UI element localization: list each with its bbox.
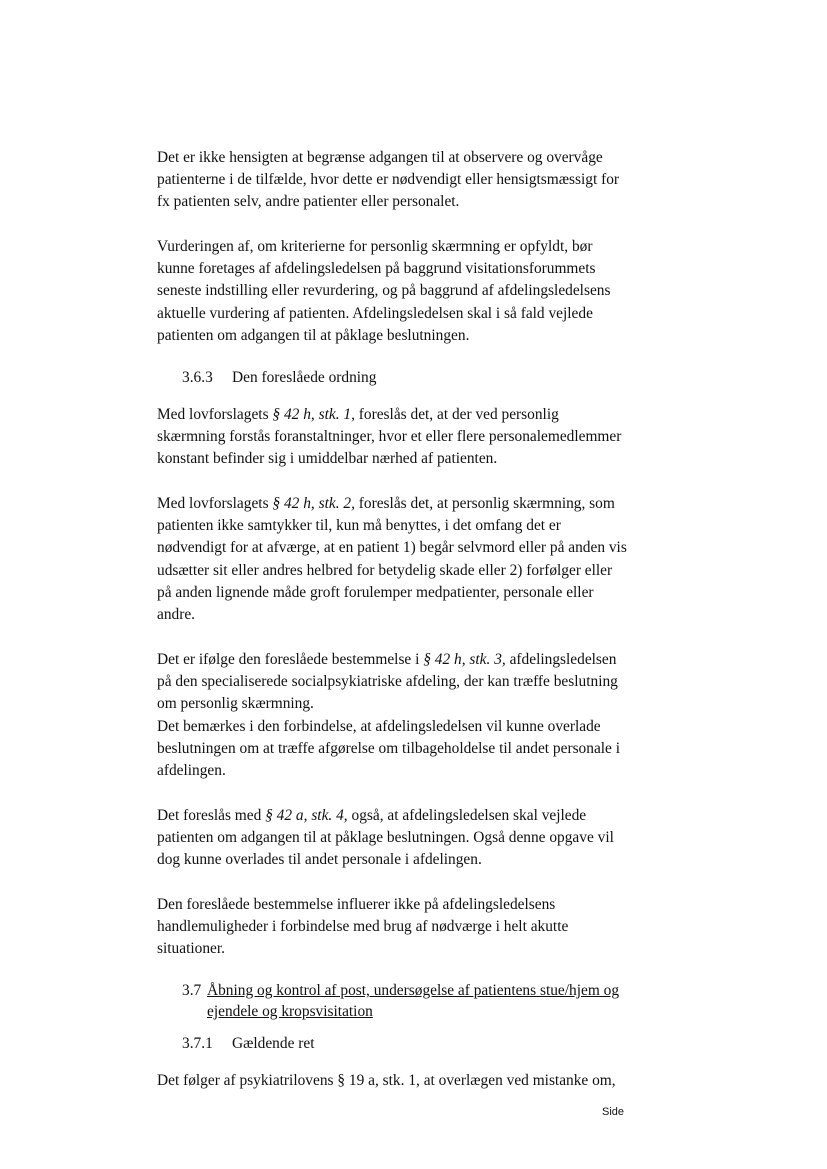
text-run: afdelingsledelsen <box>505 651 617 668</box>
paragraph-7 <box>157 894 677 961</box>
section-number: 3.7 <box>182 982 202 999</box>
text-line: Det er ikke hensigten at begrænse adgangen til at observere og overvåge <box>157 149 603 166</box>
text-line: om personlig skærmning. <box>157 695 314 713</box>
law-reference: § 42 h, stk. 1, <box>272 406 355 423</box>
text-line: beslutningen om at træffe afgørelse om tilbageholdelse til andet personale i <box>157 739 621 757</box>
text-line: patienten om adgangen til at påklage beslutningen. Også denne opgave vil <box>157 829 614 847</box>
text-line: Den foreslåede bestemmelse influerer ikke på afdelingsledelsens <box>157 896 556 913</box>
section-heading-3-6-3 <box>182 367 376 388</box>
text-line <box>157 649 677 671</box>
law-reference: § 42 h, stk. 2, <box>272 495 355 512</box>
text-line: nødvendigt for at afværge, at en patient 1) begår selvmord eller på anden vis <box>157 539 627 557</box>
text-line: kunne foretages af afdelingsledelsen på baggrund visitationsforummets <box>157 260 596 278</box>
text-line: seneste indstilling eller revurdering, og på baggrund af afdelingsledelsens <box>157 282 611 300</box>
text-run: foreslås det, at der ved personlig <box>354 406 559 423</box>
section-title: Åbning og kontrol af post, undersøgelse af patientens stue/hjem og <box>207 982 620 999</box>
page-footer-label: Side <box>602 1106 625 1118</box>
paragraph-5 <box>157 649 677 782</box>
text-run: Det foreslås med <box>157 807 266 824</box>
paragraph-1 <box>157 147 677 214</box>
text-line <box>157 805 677 827</box>
text-line: på den specialiserede socialpsykiatriske afdeling, der kan træffe beslutning <box>157 673 618 691</box>
text-line: konstant befinder sig i umiddelbar nærhed af patienten. <box>157 450 498 468</box>
text-line <box>157 493 677 515</box>
text-line: skærmning forstås foranstaltninger, hvor et eller flere personalemedlemmer <box>157 428 622 446</box>
paragraph-3 <box>157 404 677 471</box>
law-reference: § 42 h, stk. 3, <box>423 651 506 668</box>
paragraph-8 <box>157 1070 677 1092</box>
section-number: 3.7.1 <box>182 1035 213 1052</box>
text-line <box>157 404 677 426</box>
text-run: Med lovforslagets <box>157 495 273 512</box>
section-heading-3-7-1 <box>182 1033 314 1054</box>
text-line: Det følger af psykiatrilovens § 19 a, stk. 1, at overlægen ved mistanke om, <box>157 1072 616 1089</box>
text-run: Med lovforslagets <box>157 406 273 423</box>
text-line: afdelingen. <box>157 762 226 780</box>
text-line: aktuelle vurdering af patienten. Afdelingsledelsen skal i så fald vejlede <box>157 304 593 322</box>
text-line: Vurderingen af, om kriterierne for personlig skærmning er opfyldt, bør <box>157 238 593 255</box>
text-run: også, at afdelingsledelsen skal vejlede <box>347 807 587 824</box>
paragraph-4 <box>157 493 677 626</box>
text-line: Det bemærkes i den forbindelse, at afdelingsledelsen vil kunne overlade <box>157 717 601 735</box>
section-title: Den foreslåede ordning <box>232 369 377 386</box>
text-line: fx patienten selv, andre patienter eller personalet. <box>157 193 460 211</box>
paragraph-6 <box>157 805 677 872</box>
text-line: situationer. <box>157 940 225 958</box>
text-line: dog kunne overlades til andet personale i afdelingen. <box>157 851 482 869</box>
section-title: Gældende ret <box>232 1035 315 1052</box>
text-line: patienterne i de tilfælde, hvor dette er nødvendigt eller hensigtsmæssigt for <box>157 171 620 189</box>
section-heading-3-7 <box>182 980 619 1022</box>
law-reference: § 42 a, stk. 4, <box>265 807 348 824</box>
section-title-continued: ejendele og kropsvisitation <box>207 1003 373 1020</box>
text-line: patienten ikke samtykker til, kun må benyttes, i det omfang det er <box>157 517 561 535</box>
paragraph-2 <box>157 236 677 347</box>
text-line: udsætter sit eller andres helbred for betydelig skade eller 2) forfølger eller <box>157 561 613 579</box>
section-number: 3.6.3 <box>182 369 213 386</box>
text-run: foreslås det, at personlig skærmning, som <box>354 495 615 512</box>
text-line: på anden lignende måde groft forulemper medpatienter, personale eller <box>157 583 594 601</box>
text-line: andre. <box>157 606 196 624</box>
text-line: handlemuligheder i forbindelse med brug af nødværge i helt akutte <box>157 918 569 936</box>
text-run: Det er ifølge den foreslåede bestemmelse i <box>157 651 424 668</box>
text-line: patienten om adgangen til at påklage beslutningen. <box>157 326 470 344</box>
